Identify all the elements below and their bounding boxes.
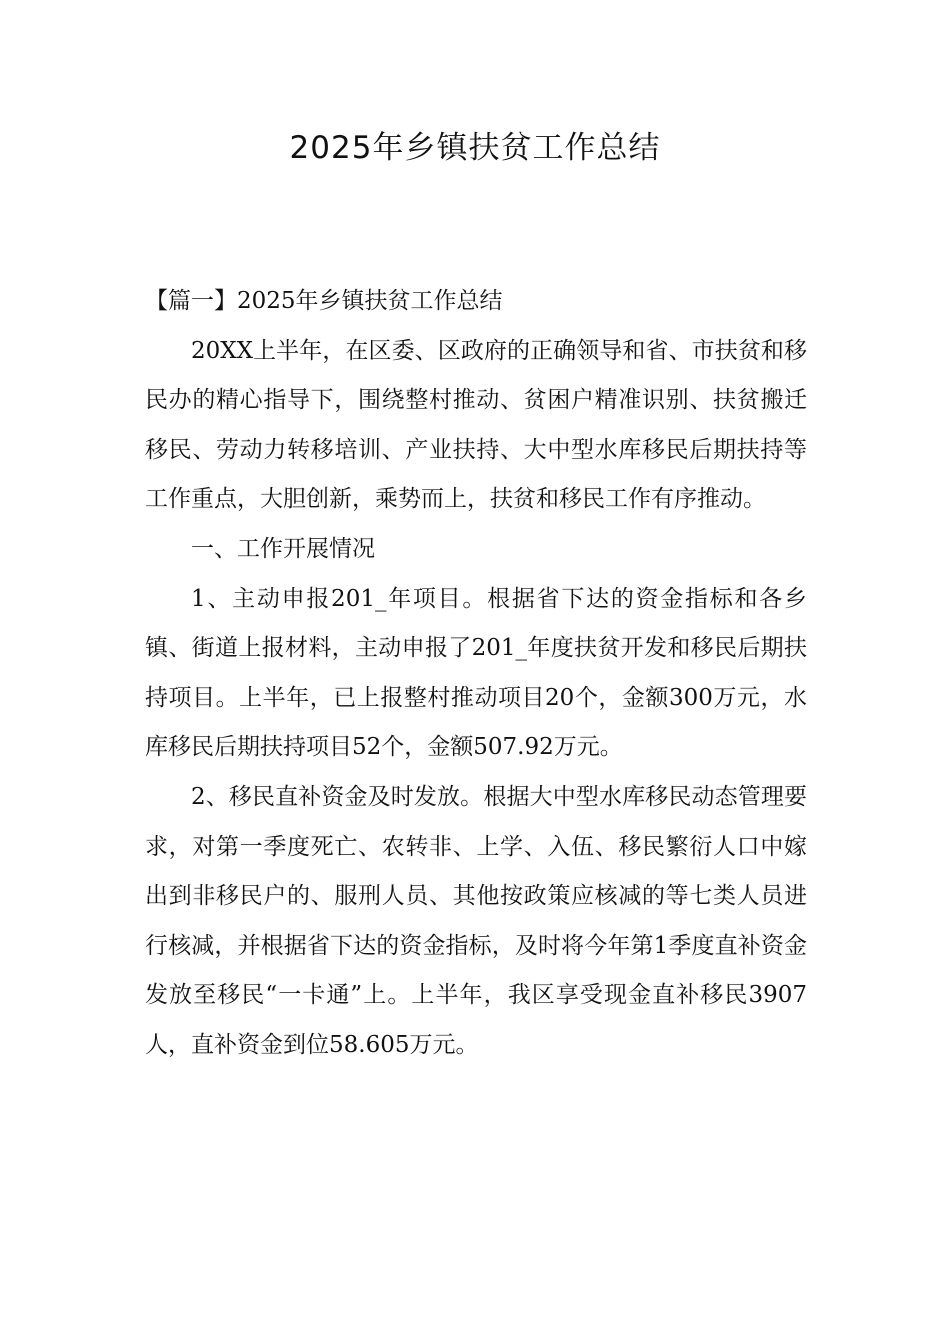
document-title: 2025年乡镇扶贫工作总结 — [289, 130, 661, 166]
paragraph-project-declaration: 1、主动申报201_年项目。根据省下达的资金指标和各乡镇、街道上报材料，主动申报了201_年度扶贫开发和移民后期扶持项目。上半年，已上报整村推动项目20个，金额300万元，水库移民后期扶持项目52个，金额507.92万元。 — [145, 585, 807, 761]
document-body — [145, 277, 807, 1071]
subheading-work-status: 一、工作开展情况 — [191, 535, 375, 562]
section-heading: 【篇一】2025年乡镇扶贫工作总结 — [145, 288, 503, 314]
paragraph-intro: 20XX上半年，在区委、区政府的正确领导和省、市扶贫和移民办的精心指导下，围绕整村推动、贫困户精准识别、扶贫搬迁移民、劳动力转移培训、产业扶持、大中型水库移民后期扶持等工作重点，大胆创新，乘势而上，扶贫和移民工作有序推动。 — [145, 337, 807, 513]
paragraph-subsidy-distribution: 2、移民直补资金及时发放。根据大中型水库移民动态管理要求，对第一季度死亡、农转非、上学、入伍、移民繁衍人口中嫁出到非移民户的、服刑人员、其他按政策应核减的等七类人员进行核减，并根据省下达的资金指标，及时将今年第1季度直补资金发放至移民“一卡通”上。上半年，我区享受现金直补移民3907人，直补资金到位58.605万元。 — [145, 783, 807, 1058]
